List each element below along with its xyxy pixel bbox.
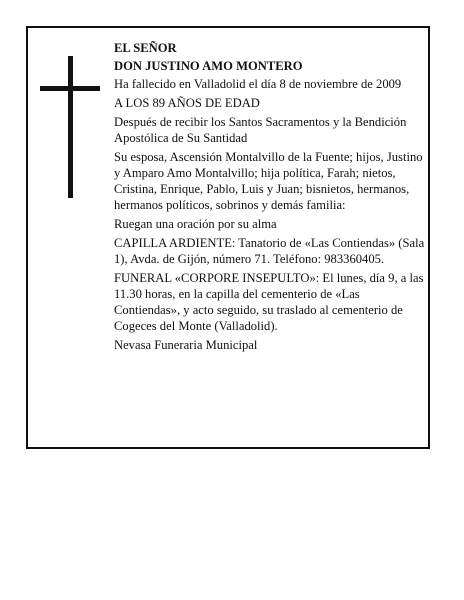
sacraments-statement: Después de recibir los Santos Sacramentos y la Bendición Apostólica de Su Santidad [114, 115, 407, 145]
honorific-title: EL SEÑOR [114, 41, 177, 55]
chapel-info: CAPILLA ARDIENTE: Tanatorio de «Las Contiendas» (Sala 1), Avda. de Gijón, número 71. Teléfono: 983360405. [114, 236, 425, 266]
obituary-text [114, 40, 428, 356]
obituary-notice [26, 26, 430, 449]
family-list: Su esposa, Ascensión Montalvillo de la Fuente; hijos, Justino y Amparo Amo Montalvillo; hija política, Farah; nietos, Cristina, Enrique, Pablo, Luis y Juan; bisnietos, hermanos, hermanos políticos, sobrinos y demás familia: [114, 150, 423, 212]
age-statement: A LOS 89 AÑOS DE EDAD [114, 96, 260, 110]
funeral-home: Nevasa Funeraria Municipal [114, 338, 258, 352]
death-statement: Ha fallecido en Valladolid el día 8 de noviembre de 2009 [114, 77, 402, 91]
funeral-info: FUNERAL «CORPORE INSEPULTO»: El lunes, día 9, a las 11.30 horas, en la capilla del cementerio de «Las Contiendas», y acto seguido, su traslado al cementerio de Cogeces del Monte (Valladolid). [114, 271, 424, 333]
prayer-request: Ruegan una oración por su alma [114, 217, 277, 231]
deceased-name: DON JUSTINO AMO MONTERO [114, 59, 303, 73]
